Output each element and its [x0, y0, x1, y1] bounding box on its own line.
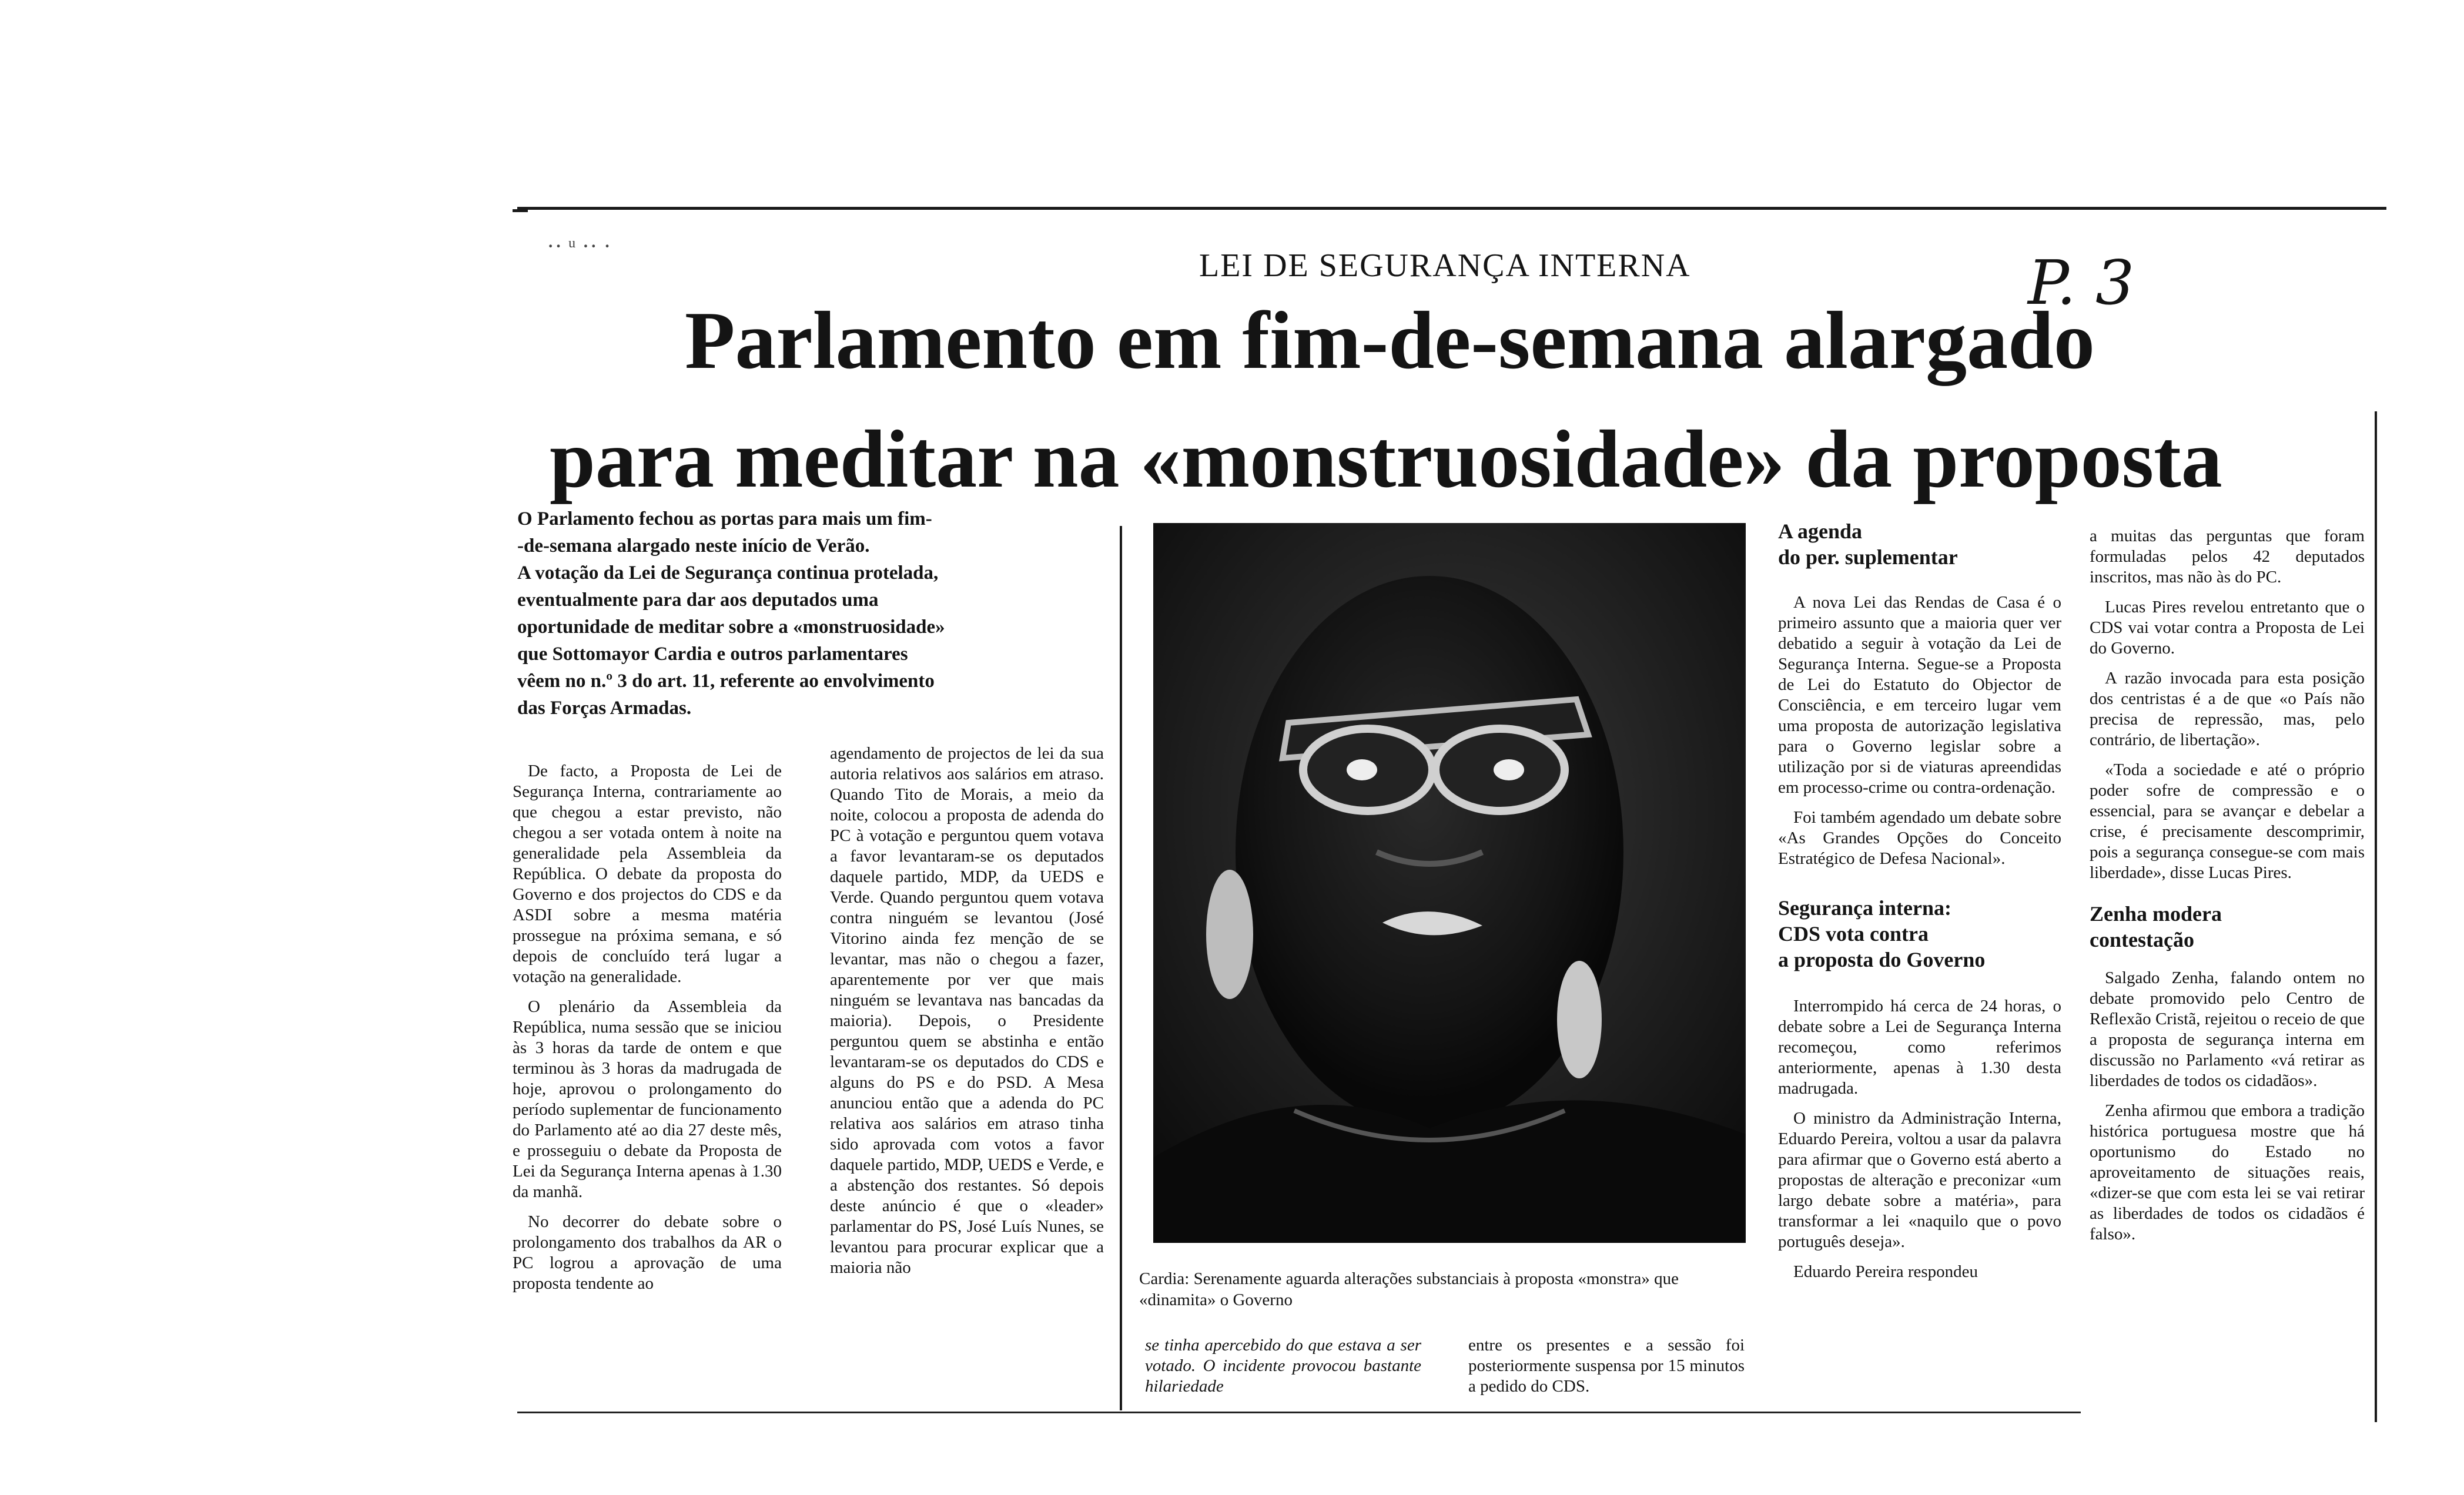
top-rule: [517, 207, 2386, 210]
subheading-zenha: Zenha modera contestação: [2090, 902, 2222, 951]
article-paragraph: Lucas Pires revelou entretanto que o CDS vai votar contra a Proposta de Lei do Governo.: [2090, 598, 2365, 658]
photo-adjacent-text-right: [1468, 1335, 1745, 1406]
article-paragraph: Foi também agendado um debate sobre «As Grandes Opções do Conceito Estratégico de Defesa Nacional».: [1778, 808, 2061, 868]
bottom-rule: [517, 1412, 2081, 1413]
headline-line-1: Parlamento em fim-de-semana alargado: [685, 295, 2095, 386]
article-paragraph: No decorrer do debate sobre o prolongamento dos trabalhos da AR o PC logrou a aprovação de uma proposta tendente ao: [513, 1212, 782, 1293]
lede-paragraph: O Parlamento fechou as portas para mais um fim- -de-semana alargado neste início de Verão. A votação da Lei de Segurança continua protelada, eventualmente para dar aos deputados uma oportunidade de meditar sobre a «monstruosidade» que Sottomayor Cardia e outros parlamentares vêem no n.º 3 do art. 11, referente ao envolvimento das Forças Armadas.: [517, 508, 945, 719]
section-label: LEI DE SEGURANÇA INTERNA: [1199, 247, 1691, 284]
article-column-4: [2090, 526, 2365, 1254]
portrait-photo: [1153, 523, 1746, 1243]
article-paragraph: A nova Lei das Rendas de Casa é o primeiro assunto que a maioria quer ver debatido a seguir à votação da Lei de Segurança Interna. Segue-se a Proposta de Lei do Estatuto do Objector de Consciência, e em terceiro lugar vem uma proposta de autorização legislativa para o Governo legislar sobre a utilização por si de viaturas apreendidas em processo-crime ou contra-ordenação.: [1778, 593, 2061, 797]
article-paragraph: Interrompido há cerca de 24 horas, o debate sobre a Lei de Segurança Interna recomeçou, como referimos anteriormente, apenas à 1.30 desta madrugada.: [1778, 997, 2061, 1098]
article-paragraph: «Toda a sociedade e até o próprio poder sofre de compressão e o essencial, para se avançar e debelar a crise, é precisamente descomprimir, pois a segurança consegue-se com mais liberdade», disse Lucas Pires.: [2090, 760, 2365, 882]
right-edge-rule: [2375, 411, 2377, 1422]
photo-adjacent-text-left: [1145, 1335, 1421, 1406]
article-paragraph: entre os presentes e a sessão foi posteriormente suspensa por 15 minutos a pedido do CDS.: [1468, 1336, 1745, 1396]
article-paragraph: Eduardo Pereira respondeu: [1793, 1262, 1978, 1281]
article-paragraph: O ministro da Administração Interna, Eduardo Pereira, voltou a usar da palavra para afirmar que o Governo está aberto a propostas de alteração e preconizar «um largo debate sobre a matéria», para transformar a lei «naquilo que o povo português deseja».: [1778, 1109, 2061, 1251]
column-divider: [1120, 526, 1122, 1410]
article-paragraph: De facto, a Proposta de Lei de Segurança Interna, contrariamente ao que chegou a estar previsto, não chegou a ser votada ontem à noite na generalidade pela Assembleia da República. O debate da proposta do Governo e dos projectos do CDS e da ASDI sobre a mesma matéria prossegue na próxima semana, e só depois de concluído terá lugar a votação na generalidade.: [513, 762, 782, 986]
portrait-image: [1153, 523, 1746, 1243]
handwritten-page-note: P. 3: [2028, 247, 2135, 319]
stray-marks: ·· ᵘ ·· ·: [547, 233, 611, 259]
article-paragraph: se tinha apercebido do que estava a ser votado. O incidente provocou bastante hilariedade: [1145, 1336, 1421, 1396]
article-column-2: [830, 743, 1104, 1288]
photo-caption: Cardia: Serenamente aguarda alterações substanciais à proposta «monstra» que «dinamita» o Governo: [1139, 1269, 1679, 1309]
article-paragraph: A razão invocada para esta posição dos centristas é a de que «o País não precisa de repressão, mas, pelo contrário, de libertação».: [2090, 669, 2365, 749]
article-paragraph: Zenha afirmou que embora a tradição histórica portuguesa mostre que há oportunismo do Estado no aproveitamento de situações reais, «dizer-se que com esta lei se vai retirar as liberdades de todos os cidadãos é falso».: [2090, 1101, 2365, 1243]
article-paragraph: a muitas das perguntas que foram formuladas pelos 42 deputados inscritos, mas não às do PC.: [2090, 527, 2365, 586]
subheading-agenda: A agenda do per. suplementar: [1778, 519, 1958, 569]
headline-line-2: para meditar na «monstruosidade» da proposta: [550, 414, 2222, 505]
subheading-cds-vote: Segurança interna: CDS vota contra a proposta do Governo: [1778, 896, 1986, 971]
article-paragraph: Salgado Zenha, falando ontem no debate promovido pelo Centro de Reflexão Cristã, rejeitou o receio de que a proposta de segurança interna em discussão no Parlamento «vá retirar as liberdades de todos os cidadãos».: [2090, 968, 2365, 1090]
article-paragraph: agendamento de projectos de lei da sua autoria relativos aos salários em atraso. Quando Tito de Morais, a meio da noite, colocou a proposta de adenda do PC à votação e perguntou quem votava a favor levantaram-se os deputados daquele partido, MDP, da UEDS e Verde. Quando perguntou quem votava contra ninguém se levantou (José Vitorino ainda fez menção de se levantar, mas não o chegou a fazer, aparentemente por ver que mais ninguém se levantava nas bancadas da maioria). Depois, o Presidente perguntou quem se abstinha e então levantaram-se os deputados do CDS e alguns do PS e do PSD. A Mesa anunciou então que a adenda do PC relativa aos salários em atraso tinha sido aprovada com votos a favor daquele partido, MDP, UEDS e Verde, e a abstenção dos restantes. Só depois deste anúncio é que o «leader» parlamentar do PS, José Luís Nunes, se levantou para procurar explicar que a maioria não: [830, 744, 1104, 1277]
article-paragraph: O plenário da Assembleia da República, numa sessão que se iniciou às 3 horas da tarde de ontem e que terminou às 3 horas da madrugada de hoje, aprovou o prolongamento do período suplementar de funcionamento do Parlamento até ao dia 27 deste mês, e prosseguiu o debate da Proposta de Lei da Segurança Interna apenas à 1.30 da manhã.: [513, 997, 782, 1201]
article-column-1: [513, 761, 782, 1303]
article-column-3: [1778, 518, 2061, 1292]
